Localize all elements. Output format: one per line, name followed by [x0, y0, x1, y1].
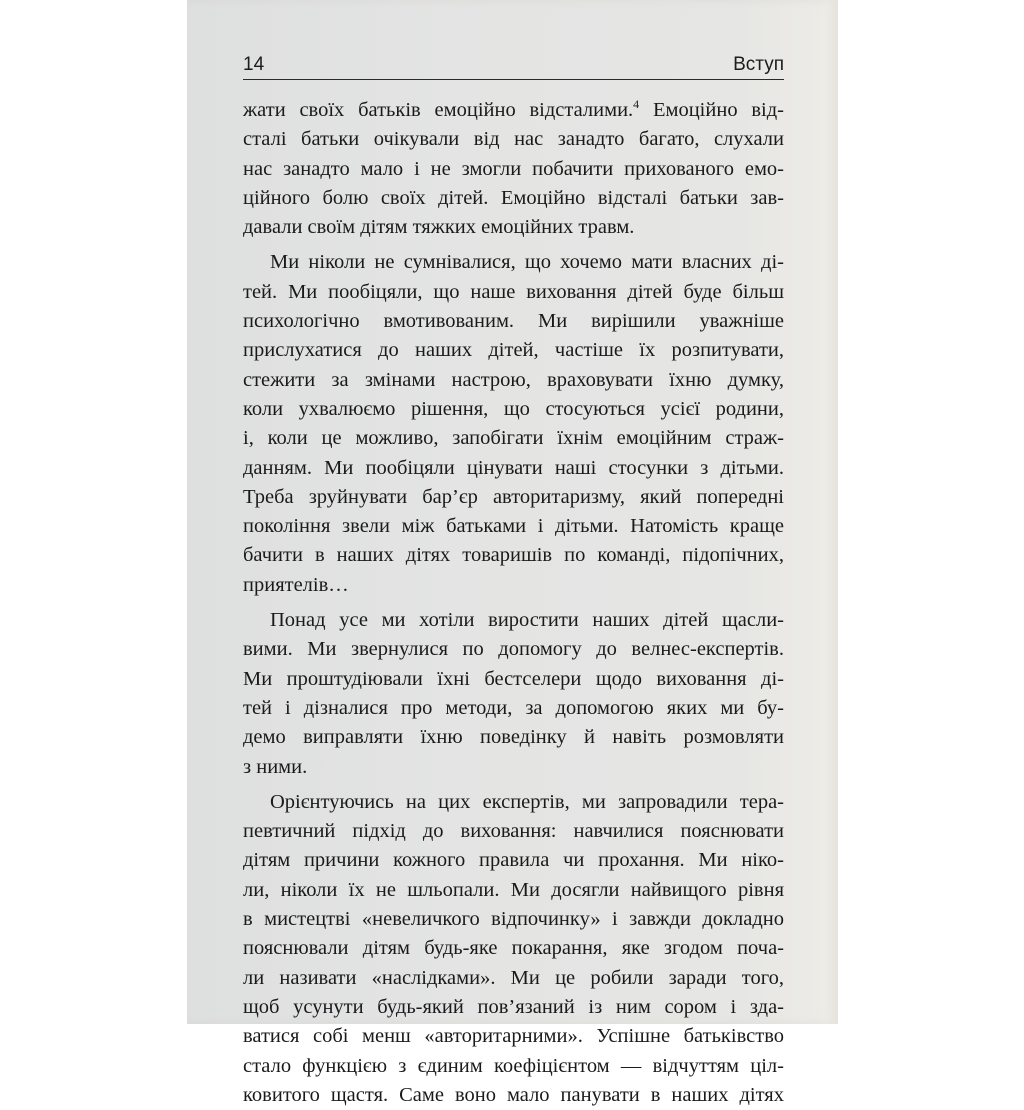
- footnote-marker[interactable]: 4: [633, 97, 640, 111]
- text-line: ватися собі менш «авторитарними». Успішне батьківство: [243, 1025, 784, 1048]
- text-line: приятелів…: [243, 573, 349, 596]
- paragraph: [243, 248, 784, 600]
- text-line: данням. Ми пообіцяли цінувати наші стосунки з дітьми.: [243, 456, 784, 479]
- book-page: [187, 0, 838, 1106]
- text-line: вими. Ми звернулися по допомогу до велнес-експертів.: [243, 638, 784, 661]
- text-line: бачити в наших дітях товаришів по команді, підопічних,: [243, 544, 784, 567]
- text-line: демо виправляти їхню поведінку й навіть розмовляти: [243, 726, 784, 749]
- page-header: [243, 52, 784, 78]
- paragraph: [243, 606, 784, 782]
- text-line: психологічно вмотивованим. Ми вирішили уважніше: [243, 310, 784, 333]
- text-line: ли називати «наслідками». Ми це робили заради того,: [243, 966, 784, 989]
- text-line: щоб усунути будь-який пов’язаний із ним сором і зда-: [243, 995, 784, 1018]
- text-line: Понад усе ми хотіли виростити наших дітей щасли-: [270, 609, 784, 632]
- text-line: сталі батьки очікували від нас занадто багато, слухали: [243, 128, 784, 151]
- text-line: Ми ніколи не сумнівалися, що хочемо мати власних ді-: [270, 251, 784, 274]
- running-title: Вступ: [733, 54, 784, 75]
- text-line: ційного болю своїх дітей. Емоційно відсталі батьки зав-: [243, 186, 784, 209]
- paragraph: [243, 96, 784, 242]
- text-line: в мистецтві «невеличкого відпочинку» і завжди докладно: [243, 908, 784, 931]
- header-rule: [243, 79, 784, 80]
- text-line: Орієнтуючись на цих експертів, ми запровадили тера-: [270, 790, 784, 813]
- text-line: тей. Ми пообіцяли, що наше виховання дітей буде більш: [243, 280, 784, 303]
- text-line: і, коли це можливо, запобігати їхнім емоційним страж-: [243, 427, 784, 450]
- text-line: Ми проштудіювали їхні бестселери щодо виховання ді-: [243, 667, 784, 690]
- text-line: пояснювали дітям будь-яке покарання, яке згодом поча-: [243, 937, 784, 960]
- text-line: ли, ніколи їх не шльопали. Ми досягли найвищого рівня: [243, 878, 784, 901]
- text-line: з ними.: [243, 755, 308, 778]
- text-line: Треба зруйнувати бар’єр авторитаризму, який попередні: [243, 485, 784, 508]
- text-line: покоління звели між батьками і дітьми. Натомість краще: [243, 515, 784, 538]
- text-line: тей і дізналися про методи, за допомогою яких ми бу-: [243, 696, 784, 719]
- text-line: певтичний підхід до виховання: навчилися пояснювати: [243, 820, 784, 843]
- text-line: давали своїм дітям тяжких емоційних травм.: [243, 216, 635, 239]
- body-text: [243, 96, 784, 1110]
- text-line: стежити за змінами настрою, враховувати їхню думку,: [243, 368, 784, 391]
- text-line: жати своїх батьків емоційно відсталими.$^4$ Емоційно від-: [243, 97, 784, 121]
- text-line: нас занадто мало і не змогли побачити прихованого емо-: [243, 157, 784, 180]
- text-line: прислухатися до наших дітей, частіше їх розпитувати,: [243, 339, 784, 362]
- text-line: стало функцією з єдиним коефіцієнтом — відчуттям ціл-: [243, 1054, 784, 1077]
- page-number: 14: [243, 54, 265, 75]
- text-line: ковитого щастя. Саме воно мало панувати в наших дітях: [243, 1083, 784, 1106]
- text-line: дітям причини кожного правила чи прохання. Ми ніко-: [243, 849, 784, 872]
- paragraph: [243, 788, 784, 1110]
- text-line: коли ухвалюємо рішення, що стосуються усієї родини,: [243, 397, 784, 420]
